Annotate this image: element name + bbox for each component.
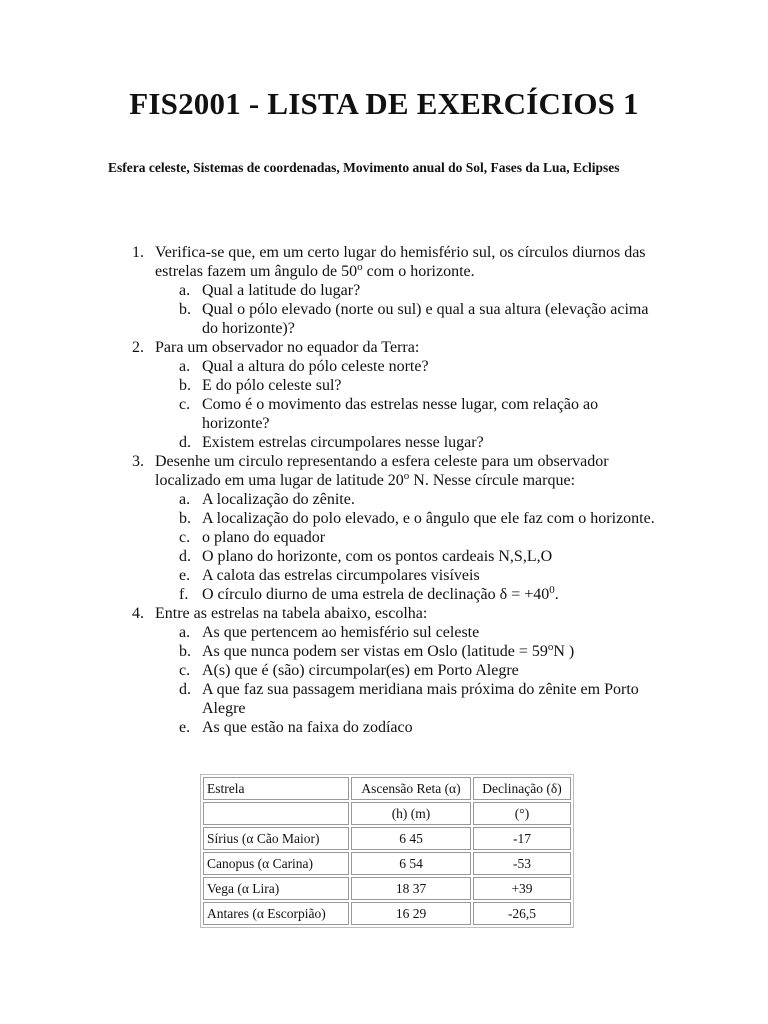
star-name: Canopus (α Carina) (203, 852, 349, 875)
list-item (155, 357, 668, 376)
item-letter: d. (179, 548, 191, 565)
question-number: 2. (132, 339, 144, 356)
right-ascension: 6 54 (351, 852, 471, 875)
list-item (155, 281, 668, 300)
item-text: As que nunca podem ser vistas em Oslo (latitude = 59 (202, 643, 548, 660)
declination: -26,5 (473, 902, 571, 925)
units-cell (203, 802, 349, 825)
declination: -17 (473, 827, 571, 850)
item-letter: f. (179, 586, 189, 603)
star-name: Vega (α Lira) (203, 877, 349, 900)
item-letter: a. (179, 624, 191, 641)
list-item (155, 680, 668, 718)
question-4-items (155, 623, 668, 737)
item-text: E do pólo celeste sul? (202, 377, 342, 394)
star-name: Sírius (α Cão Maior) (203, 827, 349, 850)
list-item (155, 718, 668, 737)
table-row (203, 877, 571, 900)
list-item (155, 395, 668, 433)
list-item (155, 566, 668, 585)
item-text: A calota das estrelas circumpolares visíveis (202, 567, 480, 584)
degree-mark: o (357, 261, 363, 273)
item-letter: a. (179, 358, 191, 375)
question-2-items (155, 357, 668, 452)
question-number: 4. (132, 605, 144, 622)
list-item (155, 376, 668, 395)
right-ascension: 16 29 (351, 902, 471, 925)
question-text: Entre as estrelas na tabela abaixo, escolha: (155, 605, 428, 622)
list-item (155, 642, 668, 661)
list-item (155, 547, 668, 566)
item-text: A localização do polo elevado, e o ângulo que ele faz com o horizonte. (202, 510, 655, 527)
page-subtitle: Esfera celeste, Sistemas de coordenadas, Movimento anual do Sol, Fases da Lua, Eclipses (108, 160, 620, 175)
item-text: As que pertencem ao hemisfério sul celeste (202, 624, 480, 641)
stars-table (200, 774, 574, 928)
item-letter: a. (179, 282, 191, 299)
item-text: O círculo diurno de uma estrela de declinação δ = +40 (202, 586, 550, 603)
item-text: As que estão na faixa do zodíaco (202, 719, 413, 736)
right-ascension: 18 37 (351, 877, 471, 900)
list-item (155, 300, 668, 338)
question-1 (108, 243, 668, 338)
list-item (155, 623, 668, 642)
item-text-end: . (554, 586, 559, 603)
item-letter: c. (179, 529, 191, 546)
star-name: Antares (α Escorpião) (203, 902, 349, 925)
degree-mark: 0 (549, 584, 555, 596)
item-text: Qual a latitude do lugar? (202, 282, 361, 299)
item-letter: b. (179, 510, 191, 527)
item-letter: a. (179, 491, 191, 508)
units-cell: (°) (473, 802, 571, 825)
list-item (155, 585, 668, 604)
question-text: Para um observador no equador da Terra: (155, 339, 420, 356)
question-text-end: N. Nesse círcule marque: (409, 472, 576, 489)
column-header-right-ascension: Ascensão Reta (α) (351, 777, 471, 800)
item-letter: e. (179, 567, 191, 584)
question-text-end: com o horizonte. (362, 263, 475, 280)
item-letter: d. (179, 434, 191, 451)
item-letter: c. (179, 396, 191, 413)
list-item (155, 528, 668, 547)
item-text: Qual o pólo elevado (norte ou sul) e qual a sua altura (elevação acima do horizonte)? (202, 301, 649, 337)
table-row (203, 827, 571, 850)
question-number: 3. (132, 453, 144, 470)
item-text: Como é o movimento das estrelas nesse lugar, com relação ao horizonte? (202, 396, 599, 432)
units-cell: (h) (m) (351, 802, 471, 825)
item-text: Existem estrelas circumpolares nesse lugar? (202, 434, 484, 451)
item-letter: b. (179, 643, 191, 660)
table-units-row (203, 802, 571, 825)
page-title: FIS2001 - LISTA DE EXERCÍCIOS 1 (129, 86, 639, 121)
item-text: O plano do horizonte, com os pontos cardeais N,S,L,O (202, 548, 553, 565)
column-header-star: Estrela (203, 777, 349, 800)
right-ascension: 6 45 (351, 827, 471, 850)
list-item (155, 490, 668, 509)
question-text: Verifica-se que, em um certo lugar do hemisfério sul, os círculos diurnos das estrelas fazem um ângulo de 50 (155, 244, 646, 280)
degree-mark: o (547, 641, 554, 653)
declination: +39 (473, 877, 571, 900)
question-3 (108, 452, 668, 604)
item-letter: e. (179, 719, 191, 736)
question-2 (108, 338, 668, 452)
item-letter: d. (179, 681, 191, 698)
item-letter: c. (179, 662, 191, 679)
item-letter: b. (179, 377, 191, 394)
item-text: A que faz sua passagem meridiana mais próxima do zênite em Porto Alegre (202, 681, 639, 717)
list-item (155, 661, 668, 680)
list-item (155, 509, 668, 528)
item-letter: b. (179, 301, 191, 318)
question-number: 1. (132, 244, 144, 261)
declination: -53 (473, 852, 571, 875)
degree-mark: o (403, 470, 410, 482)
exercise-list (108, 243, 668, 737)
item-text: A(s) que é (são) circumpolar(es) em Porto Alegre (202, 662, 519, 679)
list-item (155, 433, 668, 452)
item-text-end: N ) (553, 643, 575, 660)
question-1-items (155, 281, 668, 338)
table-row (203, 852, 571, 875)
question-text: Desenhe um circulo representando a esfera celeste para um observador localizado em uma lugar de latitude 20 (155, 453, 609, 489)
column-header-declination: Declinação (δ) (473, 777, 571, 800)
item-text: A localização do zênite. (202, 491, 355, 508)
table-header-row (203, 777, 571, 800)
question-4 (108, 604, 668, 737)
item-text: o plano do equador (202, 529, 326, 546)
item-text: Qual a altura do pólo celeste norte? (202, 358, 429, 375)
question-3-items (155, 490, 668, 604)
table-row (203, 902, 571, 925)
